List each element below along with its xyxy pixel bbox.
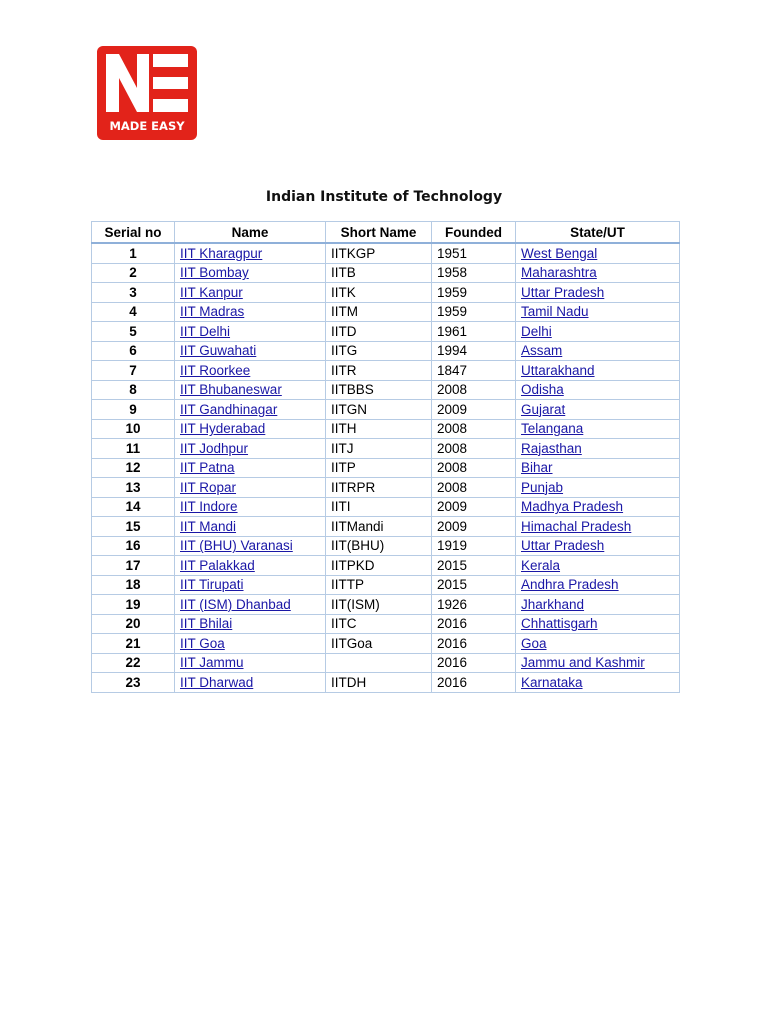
name-cell (175, 283, 326, 303)
name-cell (175, 517, 326, 537)
serial-cell: 19 (92, 595, 175, 615)
short-name-cell: IITC (326, 614, 432, 634)
header-short-name: Short Name (326, 222, 432, 244)
serial-cell: 2 (92, 263, 175, 283)
serial-cell: 7 (92, 361, 175, 381)
state-link[interactable]: Gujarat (521, 401, 566, 417)
iit-name-link[interactable]: IIT Kanpur (180, 284, 243, 300)
state-link[interactable]: Jammu and Kashmir (521, 655, 645, 671)
iit-name-link[interactable]: IIT Ropar (180, 479, 237, 495)
state-cell (516, 419, 680, 439)
iit-name-link[interactable]: IIT Patna (180, 460, 235, 476)
state-cell (516, 380, 680, 400)
serial-cell: 12 (92, 458, 175, 478)
table-row (92, 302, 680, 322)
state-link[interactable]: Rajasthan (521, 440, 582, 456)
iit-name-link[interactable]: IIT Delhi (180, 323, 231, 339)
serial-cell: 20 (92, 614, 175, 634)
short-name-cell: IITM (326, 302, 432, 322)
founded-cell: 1847 (432, 361, 516, 381)
short-name-cell: IITG (326, 341, 432, 361)
short-name-cell: IITH (326, 419, 432, 439)
state-link[interactable]: Andhra Pradesh (521, 577, 619, 593)
founded-cell: 2008 (432, 380, 516, 400)
name-cell (175, 400, 326, 420)
serial-cell: 8 (92, 380, 175, 400)
serial-cell: 15 (92, 517, 175, 537)
name-cell (175, 458, 326, 478)
iit-name-link[interactable]: IIT Hyderabad (180, 421, 266, 437)
founded-cell: 2009 (432, 497, 516, 517)
header-founded: Founded (432, 222, 516, 244)
table-row (92, 556, 680, 576)
state-link[interactable]: Uttar Pradesh (521, 538, 605, 554)
name-cell (175, 536, 326, 556)
name-cell (175, 497, 326, 517)
founded-cell: 1951 (432, 243, 516, 263)
state-link[interactable]: Maharashtra (521, 265, 597, 281)
short-name-cell: IITR (326, 361, 432, 381)
founded-cell: 2008 (432, 419, 516, 439)
table-row (92, 361, 680, 381)
iit-name-link[interactable]: IIT Bhilai (180, 616, 233, 632)
iit-name-link[interactable]: IIT Dharwad (180, 674, 254, 690)
serial-cell: 13 (92, 478, 175, 498)
state-cell (516, 439, 680, 459)
name-cell (175, 614, 326, 634)
serial-cell: 23 (92, 673, 175, 693)
state-cell (516, 478, 680, 498)
iit-name-link[interactable]: IIT (BHU) Varanasi (180, 538, 293, 554)
founded-cell: 1919 (432, 536, 516, 556)
state-cell (516, 263, 680, 283)
serial-cell: 3 (92, 283, 175, 303)
serial-cell: 21 (92, 634, 175, 654)
short-name-cell: IITK (326, 283, 432, 303)
iit-name-link[interactable]: IIT Goa (180, 635, 225, 651)
short-name-cell: IITTP (326, 575, 432, 595)
name-cell (175, 478, 326, 498)
iit-name-link[interactable]: IIT Bhubaneswar (180, 382, 282, 398)
table-row (92, 497, 680, 517)
founded-cell: 2009 (432, 400, 516, 420)
table-row (92, 439, 680, 459)
state-link[interactable]: Punjab (521, 479, 564, 495)
founded-cell: 1959 (432, 302, 516, 322)
short-name-cell: IITDH (326, 673, 432, 693)
founded-cell: 1958 (432, 263, 516, 283)
iit-name-link[interactable]: IIT Jodhpur (180, 440, 249, 456)
founded-cell: 2008 (432, 478, 516, 498)
founded-cell: 2009 (432, 517, 516, 537)
serial-cell: 18 (92, 575, 175, 595)
state-cell (516, 614, 680, 634)
serial-cell: 9 (92, 400, 175, 420)
serial-cell: 16 (92, 536, 175, 556)
short-name-cell: IIT(ISM) (326, 595, 432, 615)
table-row (92, 673, 680, 693)
table-row (92, 458, 680, 478)
header-state: State/UT (516, 222, 680, 244)
table-row (92, 575, 680, 595)
short-name-cell: IITJ (326, 439, 432, 459)
state-link[interactable]: Telangana (521, 421, 584, 437)
name-cell (175, 653, 326, 673)
made-easy-logo (97, 46, 197, 140)
state-link[interactable]: Karnataka (521, 674, 583, 690)
short-name-cell: IITRPR (326, 478, 432, 498)
state-link[interactable]: Himachal Pradesh (521, 518, 632, 534)
name-cell (175, 556, 326, 576)
table-row (92, 322, 680, 342)
name-cell (175, 419, 326, 439)
iit-name-link[interactable]: IIT Tirupati (180, 577, 244, 593)
table-row (92, 400, 680, 420)
serial-cell: 22 (92, 653, 175, 673)
serial-cell: 1 (92, 243, 175, 263)
founded-cell: 2016 (432, 614, 516, 634)
state-link[interactable]: Delhi (521, 323, 552, 339)
short-name-cell: IITI (326, 497, 432, 517)
short-name-cell (326, 653, 432, 673)
state-cell (516, 497, 680, 517)
short-name-cell: IITBBS (326, 380, 432, 400)
state-link[interactable]: Madhya Pradesh (521, 499, 624, 515)
header-name: Name (175, 222, 326, 244)
table-row (92, 653, 680, 673)
state-cell (516, 322, 680, 342)
founded-cell: 1961 (432, 322, 516, 342)
founded-cell: 2016 (432, 634, 516, 654)
state-cell (516, 458, 680, 478)
state-link[interactable]: Jharkhand (521, 596, 585, 612)
document-title: Indian Institute of Technology (265, 189, 503, 205)
short-name-cell: IITB (326, 263, 432, 283)
table-row (92, 341, 680, 361)
state-link[interactable]: Chhattisgarh (521, 616, 598, 632)
state-cell (516, 243, 680, 263)
state-cell (516, 302, 680, 322)
state-cell (516, 653, 680, 673)
iit-name-link[interactable]: IIT Jammu (180, 655, 244, 671)
table-row (92, 517, 680, 537)
table-row (92, 614, 680, 634)
table-row (92, 595, 680, 615)
iit-name-link[interactable]: IIT Indore (180, 499, 238, 515)
table-header-row (92, 222, 680, 244)
table-row (92, 380, 680, 400)
iit-name-link[interactable]: IIT Bombay (180, 265, 249, 281)
name-cell (175, 361, 326, 381)
state-link[interactable]: Odisha (521, 382, 564, 398)
state-cell (516, 673, 680, 693)
state-link[interactable]: Uttarakhand (521, 362, 595, 378)
state-cell (516, 361, 680, 381)
short-name-cell: IITKGP (326, 243, 432, 263)
table-row (92, 243, 680, 263)
founded-cell: 1926 (432, 595, 516, 615)
table-row (92, 634, 680, 654)
name-cell (175, 302, 326, 322)
state-cell (516, 536, 680, 556)
table-row (92, 536, 680, 556)
state-link[interactable]: Assam (521, 343, 563, 359)
name-cell (175, 634, 326, 654)
serial-cell: 10 (92, 419, 175, 439)
founded-cell: 1959 (432, 283, 516, 303)
name-cell (175, 341, 326, 361)
logo-text: MADE EASY (109, 119, 185, 133)
name-cell (175, 673, 326, 693)
state-link[interactable]: Uttar Pradesh (521, 284, 605, 300)
serial-cell: 11 (92, 439, 175, 459)
short-name-cell: IITP (326, 458, 432, 478)
name-cell (175, 575, 326, 595)
state-link[interactable]: Bihar (521, 460, 553, 476)
table-row (92, 263, 680, 283)
name-cell (175, 322, 326, 342)
short-name-cell: IIT(BHU) (326, 536, 432, 556)
short-name-cell: IITGoa (326, 634, 432, 654)
serial-cell: 6 (92, 341, 175, 361)
state-cell (516, 517, 680, 537)
serial-cell: 17 (92, 556, 175, 576)
iit-name-link[interactable]: IIT Palakkad (180, 557, 255, 573)
state-link[interactable]: West Bengal (521, 245, 598, 261)
serial-cell: 4 (92, 302, 175, 322)
name-cell (175, 243, 326, 263)
iit-name-link[interactable]: IIT Gandhinagar (180, 401, 278, 417)
state-link[interactable]: Kerala (521, 557, 561, 573)
name-cell (175, 595, 326, 615)
iit-name-link[interactable]: IIT Madras (180, 304, 245, 320)
founded-cell: 2016 (432, 653, 516, 673)
founded-cell: 1994 (432, 341, 516, 361)
state-cell (516, 575, 680, 595)
name-cell (175, 380, 326, 400)
state-link[interactable]: Tamil Nadu (521, 304, 589, 320)
serial-cell: 14 (92, 497, 175, 517)
iit-name-link[interactable]: IIT (ISM) Dhanbad (180, 596, 291, 612)
short-name-cell: IITGN (326, 400, 432, 420)
founded-cell: 2016 (432, 673, 516, 693)
header-serial: Serial no (92, 222, 175, 244)
state-cell (516, 283, 680, 303)
table-row (92, 283, 680, 303)
table-row (92, 478, 680, 498)
founded-cell: 2015 (432, 556, 516, 576)
serial-cell: 5 (92, 322, 175, 342)
name-cell (175, 263, 326, 283)
state-cell (516, 400, 680, 420)
founded-cell: 2008 (432, 439, 516, 459)
short-name-cell: IITMandi (326, 517, 432, 537)
state-cell (516, 634, 680, 654)
table-row (92, 419, 680, 439)
state-cell (516, 556, 680, 576)
iit-name-link[interactable]: IIT Guwahati (180, 343, 257, 359)
short-name-cell: IITPKD (326, 556, 432, 576)
name-cell (175, 439, 326, 459)
iit-name-link[interactable]: IIT Kharagpur (180, 245, 263, 261)
founded-cell: 2008 (432, 458, 516, 478)
founded-cell: 2015 (432, 575, 516, 595)
state-cell (516, 595, 680, 615)
state-cell (516, 341, 680, 361)
state-link[interactable]: Goa (521, 635, 547, 651)
iit-name-link[interactable]: IIT Mandi (180, 518, 237, 534)
iit-name-link[interactable]: IIT Roorkee (180, 362, 251, 378)
short-name-cell: IITD (326, 322, 432, 342)
iit-table (91, 221, 680, 693)
